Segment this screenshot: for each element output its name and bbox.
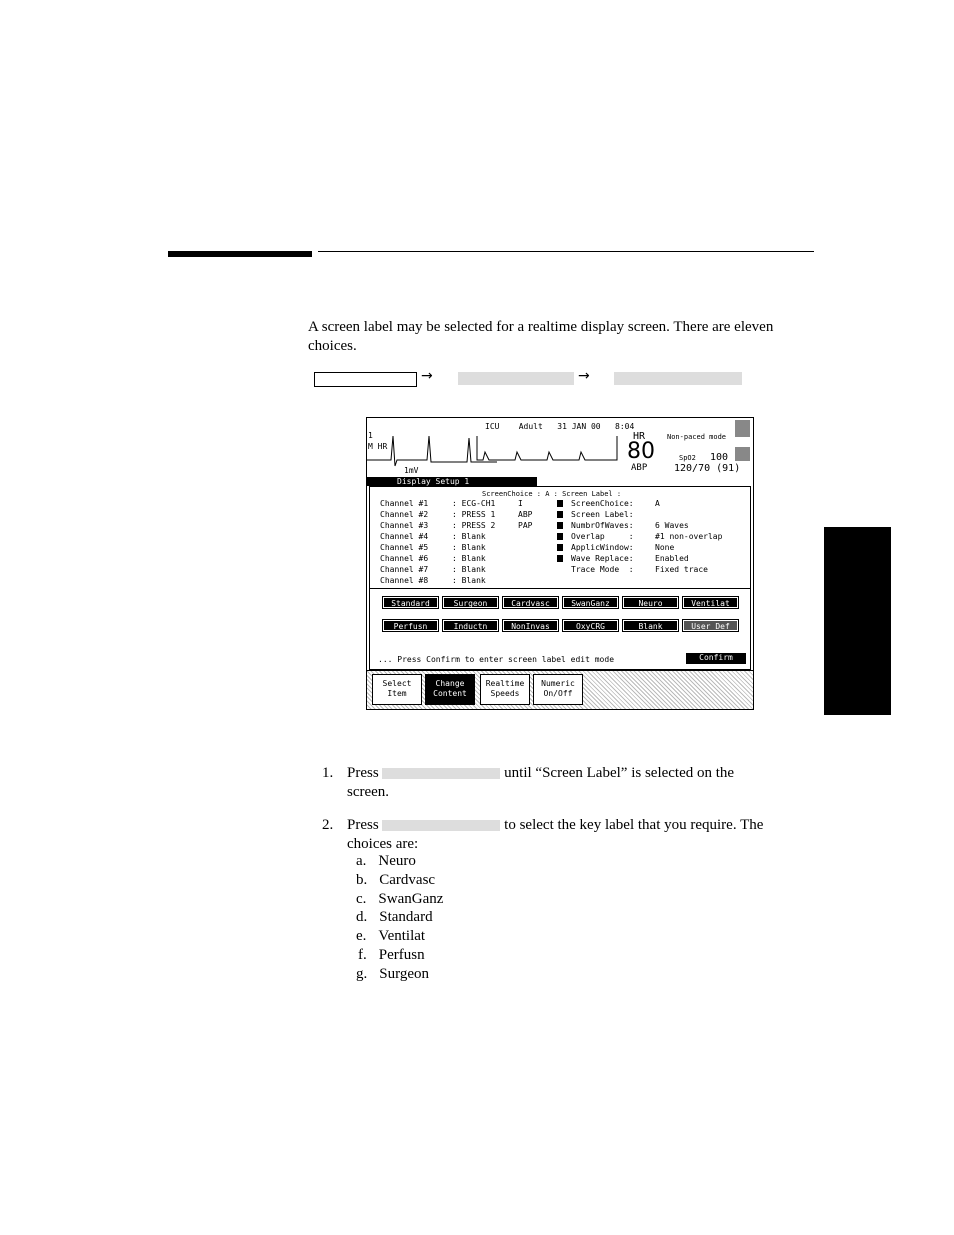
channel-label: Channel #4 [380,532,429,541]
confirm-button[interactable]: Confirm [686,653,746,664]
label-button-inductn[interactable]: Inductn [443,620,498,631]
channel-label-value: I [518,499,523,508]
label-button-ventilat[interactable]: Ventilat [683,597,738,608]
choice-item: f. Perfusn [358,947,425,963]
setting-value: None [655,543,675,552]
label-button-cardvasc[interactable]: Cardvasc [503,597,558,608]
choice-item: a. Neuro [356,853,416,869]
choice-item: e. Ventilat [356,928,426,944]
label-button-oxycrg[interactable]: OxyCRG [563,620,618,631]
channel-source: : PRESS 1 [452,510,496,519]
label-button-surgeon[interactable]: Surgeon [443,597,498,608]
channel-label: Channel #5 [380,543,429,552]
arrow-right-icon: → [421,368,433,384]
key-outlined [314,372,417,387]
channel-source: : Blank [452,543,486,552]
channel-source: : ECG-CH1 [452,499,496,508]
label-button-perfusn[interactable]: Perfusn [383,620,438,631]
key-grey-1 [458,372,574,385]
step-2: 2. Press to select the key label that you require. The choices are: [322,817,764,852]
channel-label-value: ABP [518,510,533,519]
confirm-prompt: ... Press Confirm to enter screen label edit mode [378,655,615,664]
selection-marker [557,522,563,529]
window-title: Display Setup 1 [367,477,537,486]
mode-label: Non-paced mode [667,433,727,441]
section-rule-thick [168,251,312,257]
softkey-placeholder [382,768,500,779]
label-button-neuro[interactable]: Neuro [623,597,678,608]
settings-panel [369,486,751,670]
wave-label-hr: M HR [368,442,388,451]
channel-label: Channel #6 [380,554,429,563]
selection-marker [557,500,563,507]
header-info: ICU Adult 31 JAN 00 8:04 [485,422,635,431]
selection-marker [557,511,563,518]
key-grey-2 [614,372,742,385]
phone-icon [735,420,750,437]
monitor-screen [366,417,754,710]
setting-value: Fixed trace [655,565,708,574]
abp-label: ABP [631,463,648,473]
channel-source: : PRESS 2 [452,521,496,530]
channel-label: Channel #7 [380,565,429,574]
spo2-value: 100 [710,452,729,463]
section-rule-thin [318,251,814,252]
channel-label: Channel #2 [380,510,429,519]
channel-source: : Blank [452,576,486,585]
softkey-change-content[interactable]: Change Content [425,674,475,705]
selection-marker [557,533,563,540]
channel-label: Channel #8 [380,576,429,585]
wave-label-1: 1 [368,431,373,440]
setting-label: Overlap : [571,532,634,541]
intro-paragraph: A screen label may be selected for a realtime display screen. There are eleven choices. [308,319,774,354]
setting-label: Screen Label: [571,510,634,519]
label-button-swanganz[interactable]: SwanGanz [563,597,618,608]
ecg-waveform [367,426,623,472]
scale-label: 1mV [404,466,419,475]
choice-item: c. SwanGanz [356,891,444,907]
selection-marker [557,544,563,551]
hr-value: 80 [627,439,655,464]
column-header: ScreenChoice : A : Screen Label : [482,490,622,498]
alarm-off-icon [735,447,750,461]
setting-value: #1 non-overlap [655,532,723,541]
chapter-tab [824,527,891,715]
setting-value: 6 Waves [655,521,689,530]
step-1: 1. Press until “Screen Label” is selected on the screen. [322,765,735,800]
label-button-blank[interactable]: Blank [623,620,678,631]
choice-item: d. Standard [356,909,433,925]
arrow-right-icon: → [578,368,590,384]
label-button-standard[interactable]: Standard [383,597,438,608]
channel-source: : Blank [452,554,486,563]
channel-label: Channel #1 [380,499,429,508]
choice-item: b. Cardvasc [356,872,436,888]
softkey-placeholder [382,820,500,831]
setting-label: Wave Replace: [571,554,634,563]
channel-label: Channel #3 [380,521,429,530]
channel-source: : Blank [452,532,486,541]
softkey-bar [367,670,753,710]
softkey-numeric-on-off[interactable]: Numeric On/Off [533,674,583,705]
panel-divider [370,588,750,589]
setting-label: ScreenChoice: [571,499,634,508]
spo2-label: SpO2 [679,454,696,462]
setting-label: Trace Mode : [571,565,634,574]
selection-marker [557,555,563,562]
channel-source: : Blank [452,565,486,574]
setting-value: A [655,499,660,508]
choice-item: g. Surgeon [356,966,429,982]
label-button-user-def[interactable]: User Def [683,620,738,631]
softkey-select-item[interactable]: Select Item [372,674,422,705]
channel-label-value: PAP [518,521,533,530]
abp-value: 120/70 (91) [674,463,741,474]
hr-label: HR [633,431,646,442]
setting-label: NumbrOfWaves: [571,521,634,530]
label-button-noninvas[interactable]: NonInvas [503,620,558,631]
softkey-realtime-speeds[interactable]: Realtime Speeds [480,674,530,705]
setting-value: Enabled [655,554,689,563]
setting-label: ApplicWindow: [571,543,634,552]
